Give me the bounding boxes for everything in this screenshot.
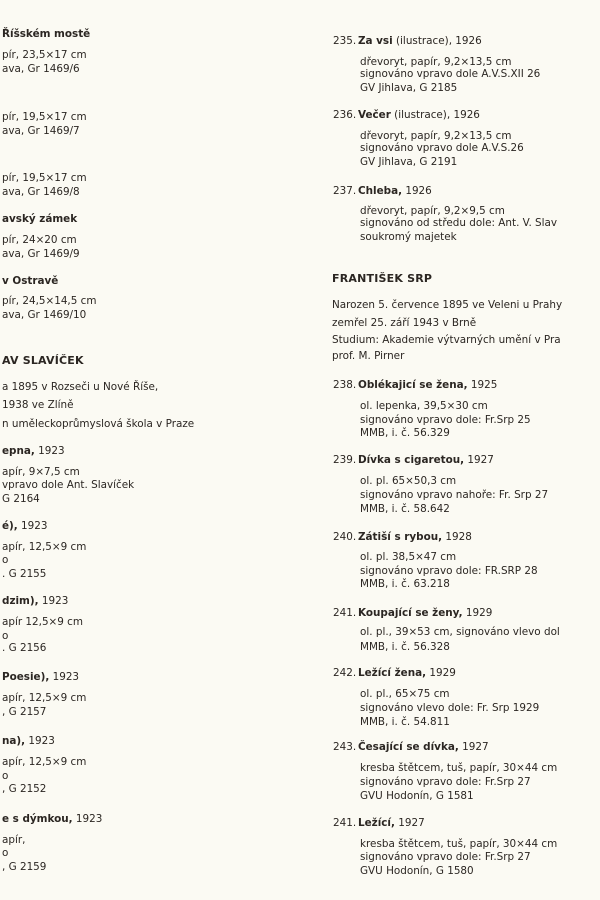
left-column-line [2, 616, 83, 629]
entry-text: 1923 [38, 595, 69, 607]
left-column-line [2, 834, 25, 847]
left-column-line [2, 49, 87, 62]
entry-text: 1923 [49, 671, 80, 683]
left-column-line [2, 783, 46, 796]
entry-detail: MMB, i. č. 54.811 [360, 716, 450, 728]
left-column-line [2, 595, 68, 608]
entry-text: pír, 19,5×17 cm [2, 111, 87, 123]
entry-date: 1929 [462, 607, 493, 619]
artist-heading: FRANTIŠEK SRP [332, 272, 433, 285]
entry-title: e s dýmkou, [2, 813, 73, 825]
left-column-line [2, 861, 46, 874]
entry-detail: signováno vpravo dole A.V.S.XII 26 [360, 68, 541, 80]
entry-title: v Ostravě [2, 275, 59, 287]
left-column-line [2, 847, 8, 860]
entry-number: 242. [333, 667, 357, 679]
left-column-line [2, 520, 48, 533]
entry-number: 238. [333, 379, 357, 391]
entry-detail: GVU Hodonín, G 1580 [360, 865, 474, 877]
left-column-line [2, 309, 86, 322]
entry-title-line [358, 454, 494, 467]
entry-text: apír, 12,5×9 cm [2, 756, 87, 768]
entry-detail: ol. pl. 38,5×47 cm [360, 551, 457, 563]
entry-detail: GVU Hodonín, G 1581 [360, 790, 474, 802]
entry-detail: ol. pl. 65×50,3 cm [360, 475, 457, 487]
left-column-line [2, 813, 102, 826]
left-column-line [2, 111, 87, 124]
left-column-line [2, 479, 134, 492]
left-column-line [2, 756, 86, 769]
entry-title: Česající se dívka, [358, 741, 459, 753]
entry-title-line [358, 379, 497, 392]
entry-text: pír, 24,5×14,5 cm [2, 295, 97, 307]
entry-number: 237. [333, 185, 357, 197]
entry-text: apír 12,5×9 cm [2, 616, 84, 628]
entry-title: Ležící, [358, 817, 395, 829]
entry-title-line [358, 35, 482, 48]
entry-title-line [358, 741, 489, 754]
entry-title-line [358, 109, 480, 122]
entry-detail: signováno vpravo dole: Fr.Srp 27 [360, 776, 531, 788]
entry-detail: MMB, i. č. 63.218 [360, 578, 450, 590]
entry-date: 1928 [442, 531, 472, 543]
entry-detail: ol. pl., 65×75 cm [360, 688, 450, 700]
left-column-line [2, 125, 80, 138]
entry-detail: ol. pl., 39×53 cm, signováno vlevo dol [360, 626, 560, 638]
entry-detail: MMB, i. č. 56.329 [360, 427, 450, 439]
left-column-line [2, 493, 40, 506]
entry-text: o [2, 554, 9, 566]
left-column-line [2, 213, 77, 226]
entry-text: apír, [2, 834, 26, 846]
entry-text: vpravo dole Ant. Slavíček [2, 479, 135, 491]
entry-detail: signováno vlevo dole: Fr. Srp 1929 [360, 702, 540, 714]
entry-text: o [2, 847, 9, 859]
entry-number: 239. [333, 454, 357, 466]
entry-detail: soukromý majetek [360, 231, 457, 243]
entry-text: ava, Gr 1469/6 [2, 63, 80, 75]
entry-text: , G 2159 [2, 861, 47, 873]
entry-text: pír, 23,5×17 cm [2, 49, 87, 61]
left-column-line [2, 399, 73, 412]
entry-detail: dřevoryt, papír, 9,2×9,5 cm [360, 205, 505, 217]
entry-detail: signováno vpravo dole A.V.S.26 [360, 142, 524, 154]
entry-text: ava, Gr 1469/9 [2, 248, 80, 260]
entry-text: 1923 [17, 520, 48, 532]
entry-number: 243. [333, 741, 357, 753]
entry-detail: MMB, i. č. 56.328 [360, 641, 450, 653]
entry-text: ava, Gr 1469/10 [2, 309, 87, 321]
entry-detail: signováno vpravo dole: FR.SRP 28 [360, 565, 538, 577]
entry-detail: GV Jihlava, G 2191 [360, 156, 458, 168]
entry-title: Za vsi [358, 35, 393, 47]
entry-detail: MMB, i. č. 58.642 [360, 503, 450, 515]
entry-text: pír, 24×20 cm [2, 234, 77, 246]
entry-title: Oblékajicí se žena, [358, 379, 468, 391]
left-column-line [2, 418, 194, 431]
entry-title-line [358, 667, 456, 680]
entry-text: o [2, 630, 9, 642]
entry-detail: kresba štětcem, tuš, papír, 30×44 cm [360, 762, 558, 774]
entry-detail: ol. lepenka, 39,5×30 cm [360, 400, 488, 412]
entry-title: avský zámek [2, 213, 78, 225]
entry-title: é), [2, 520, 18, 532]
entry-detail: GV Jihlava, G 2185 [360, 82, 458, 94]
entry-text: 1938 ve Zlíně [2, 399, 74, 411]
entry-text: G 2164 [2, 493, 40, 505]
left-column-line [2, 172, 87, 185]
left-column-line [2, 568, 46, 581]
left-column-line [2, 295, 96, 308]
entry-text: 1923 [34, 445, 65, 457]
entry-detail: signováno vpravo nahoře: Fr. Srp 27 [360, 489, 549, 501]
entry-text: pír, 19,5×17 cm [2, 172, 87, 184]
left-column-line [2, 541, 86, 554]
entry-text: n uměleckoprůmyslová škola v Praze [2, 418, 195, 430]
entry-date: 1926 [402, 185, 432, 197]
entry-title-line [358, 607, 492, 620]
entry-title: Koupající se ženy, [358, 607, 463, 619]
artist-heading: AV SLAVÍČEK [2, 354, 84, 367]
left-column-line [2, 642, 46, 655]
entry-text: , G 2152 [2, 783, 47, 795]
entry-title-line [358, 817, 425, 830]
left-column-line [2, 275, 58, 288]
entry-date: 1925 [467, 379, 498, 391]
left-column-line [2, 28, 90, 41]
entry-detail: signováno vpravo dole: Fr.Srp 27 [360, 851, 531, 863]
artist-bio-line: prof. M. Pirner [332, 350, 405, 362]
entry-detail: signováno od středu dole: Ant. V. Slav [360, 217, 558, 229]
left-column-line [2, 671, 79, 684]
entry-title: Říšském mostě [2, 28, 91, 40]
entry-text: . G 2155 [2, 568, 47, 580]
artist-bio-line: Studium: Akademie výtvarných umění v Pra [332, 334, 561, 346]
entry-title-line [358, 531, 472, 544]
entry-date: (ilustrace), 1926 [390, 109, 480, 121]
entry-title: epna, [2, 445, 35, 457]
entry-text: . G 2156 [2, 642, 47, 654]
entry-title: dzim), [2, 595, 39, 607]
entry-text: apír, 12,5×9 cm [2, 541, 87, 553]
entry-text: , G 2157 [2, 706, 47, 718]
entry-title: Poesie), [2, 671, 50, 683]
left-column-line [2, 63, 80, 76]
entry-detail: dřevoryt, papír, 9,2×13,5 cm [360, 56, 512, 68]
entry-text: apír, 9×7,5 cm [2, 466, 80, 478]
entry-text: ava, Gr 1469/7 [2, 125, 80, 137]
left-column-line [2, 234, 77, 247]
entry-title-line [358, 185, 432, 198]
left-column-line [2, 466, 80, 479]
entry-title: Dívka s cigaretou, [358, 454, 465, 466]
entry-title: Zátiší s rybou, [358, 531, 443, 543]
entry-text: a 1895 v Rozseči u Nové Říše, [2, 381, 159, 393]
entry-number: 240. [333, 531, 357, 543]
entry-date: 1927 [458, 741, 489, 753]
entry-text: o [2, 770, 9, 782]
left-column-line [2, 248, 80, 261]
entry-date: 1927 [464, 454, 494, 466]
left-column-line [2, 554, 8, 567]
entry-text: apír, 12,5×9 cm [2, 692, 87, 704]
entry-number: 236. [333, 109, 357, 121]
entry-title: Chleba, [358, 185, 403, 197]
entry-title: Ležící žena, [358, 667, 427, 679]
entry-number: 241. [333, 817, 357, 829]
left-column-line [2, 186, 80, 199]
entry-date: 1929 [426, 667, 456, 679]
entry-text: 1923 [72, 813, 103, 825]
artist-bio-line: Narozen 5. července 1895 ve Veleni u Prahy [332, 299, 563, 311]
artist-bio-line: zemřel 25. září 1943 v Brně [332, 317, 477, 329]
entry-detail: dřevoryt, papír, 9,2×13,5 cm [360, 130, 512, 142]
entry-detail: signováno vpravo dole: Fr.Srp 25 [360, 414, 531, 426]
left-column-line [2, 706, 46, 719]
left-column-line [2, 735, 55, 748]
entry-title: na), [2, 735, 26, 747]
entry-text: 1923 [25, 735, 55, 747]
entry-title: Večer [358, 109, 391, 121]
entry-date: 1927 [394, 817, 425, 829]
entry-number: 235. [333, 35, 357, 47]
entry-text: ava, Gr 1469/8 [2, 186, 80, 198]
left-column-line [2, 445, 65, 458]
entry-detail: kresba štětcem, tuš, papír, 30×44 cm [360, 838, 558, 850]
entry-number: 241. [333, 607, 357, 619]
left-column-line [2, 381, 158, 394]
entry-date: (ilustrace), 1926 [392, 35, 482, 47]
left-column-line [2, 692, 86, 705]
left-column-line [2, 770, 8, 783]
